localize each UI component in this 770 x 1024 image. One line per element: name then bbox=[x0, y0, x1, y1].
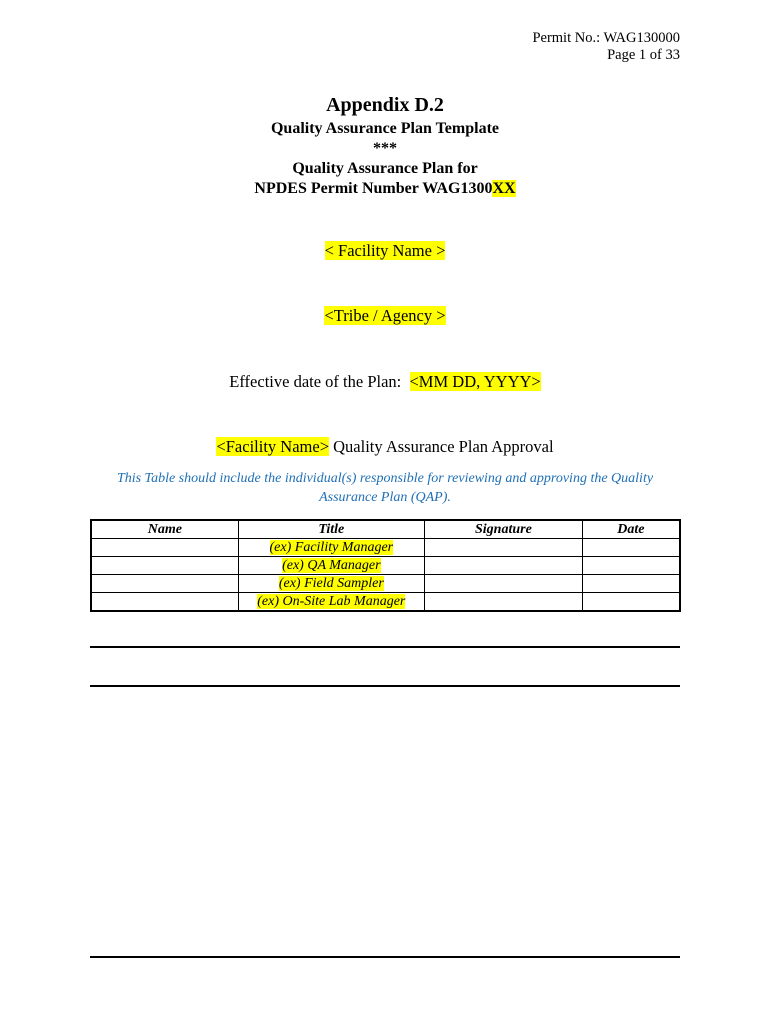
footer-rule bbox=[90, 956, 680, 958]
table-header-row bbox=[91, 520, 680, 539]
permit-number: Permit No.: WAG130000 bbox=[532, 30, 680, 46]
table-instruction-note: This Table should include the individual(s) responsible for reviewing and approving the Quality Assurance Plan (QAP). bbox=[116, 471, 654, 505]
signature-cell[interactable] bbox=[425, 539, 583, 557]
permit-number-placeholder: XX bbox=[492, 180, 516, 197]
title-placeholder: (ex) QA Manager bbox=[282, 558, 381, 573]
effective-date-placeholder: <MM DD, YYYY> bbox=[409, 372, 541, 391]
plan-for-title: Quality Assurance Plan for bbox=[292, 160, 478, 177]
tribe-agency-line bbox=[0, 306, 770, 326]
name-cell[interactable] bbox=[91, 575, 238, 593]
signature-cell[interactable] bbox=[425, 575, 583, 593]
effective-date-label: Effective date of the Plan: bbox=[229, 372, 402, 391]
date-cell[interactable] bbox=[582, 557, 680, 575]
column-header-signature: Signature bbox=[425, 520, 583, 539]
page-header bbox=[532, 30, 680, 64]
approval-table bbox=[90, 519, 681, 612]
permit-number-prefix: NPDES Permit Number WAG1300 bbox=[254, 180, 493, 197]
column-header-title: Title bbox=[238, 520, 424, 539]
table-row bbox=[91, 539, 680, 557]
title-block bbox=[0, 119, 770, 199]
template-title: Quality Assurance Plan Template bbox=[270, 120, 500, 137]
table-row bbox=[91, 593, 680, 612]
title-placeholder: (ex) Facility Manager bbox=[269, 540, 394, 555]
title-placeholder: (ex) Field Sampler bbox=[278, 576, 384, 591]
title-cell bbox=[238, 575, 424, 593]
title-cell bbox=[238, 593, 424, 612]
approval-facility-placeholder: <Facility Name> bbox=[216, 437, 329, 456]
date-cell[interactable] bbox=[582, 539, 680, 557]
name-cell[interactable] bbox=[91, 557, 238, 575]
title-cell bbox=[238, 557, 424, 575]
facility-name-placeholder: < Facility Name > bbox=[324, 241, 446, 260]
facility-name-line bbox=[0, 241, 770, 261]
name-cell[interactable] bbox=[91, 593, 238, 612]
table-row bbox=[91, 575, 680, 593]
signature-cell[interactable] bbox=[425, 593, 583, 612]
effective-date-line bbox=[0, 372, 770, 392]
date-cell[interactable] bbox=[582, 575, 680, 593]
title-separator: *** bbox=[373, 140, 397, 157]
signature-cell[interactable] bbox=[425, 557, 583, 575]
column-header-name: Name bbox=[91, 520, 238, 539]
approval-heading bbox=[0, 437, 770, 457]
appendix-title: Appendix D.2 bbox=[326, 94, 444, 116]
name-cell[interactable] bbox=[91, 539, 238, 557]
column-header-date: Date bbox=[582, 520, 680, 539]
horizontal-rule bbox=[90, 685, 680, 687]
tribe-agency-placeholder: <Tribe / Agency > bbox=[324, 306, 446, 325]
title-placeholder: (ex) On-Site Lab Manager bbox=[257, 594, 406, 609]
page-number: Page 1 of 33 bbox=[607, 47, 680, 63]
title-cell bbox=[238, 539, 424, 557]
table-row bbox=[91, 557, 680, 575]
horizontal-rule bbox=[90, 646, 680, 648]
date-cell[interactable] bbox=[582, 593, 680, 612]
approval-heading-text: Quality Assurance Plan Approval bbox=[329, 437, 554, 456]
permit-number-title bbox=[0, 179, 770, 199]
